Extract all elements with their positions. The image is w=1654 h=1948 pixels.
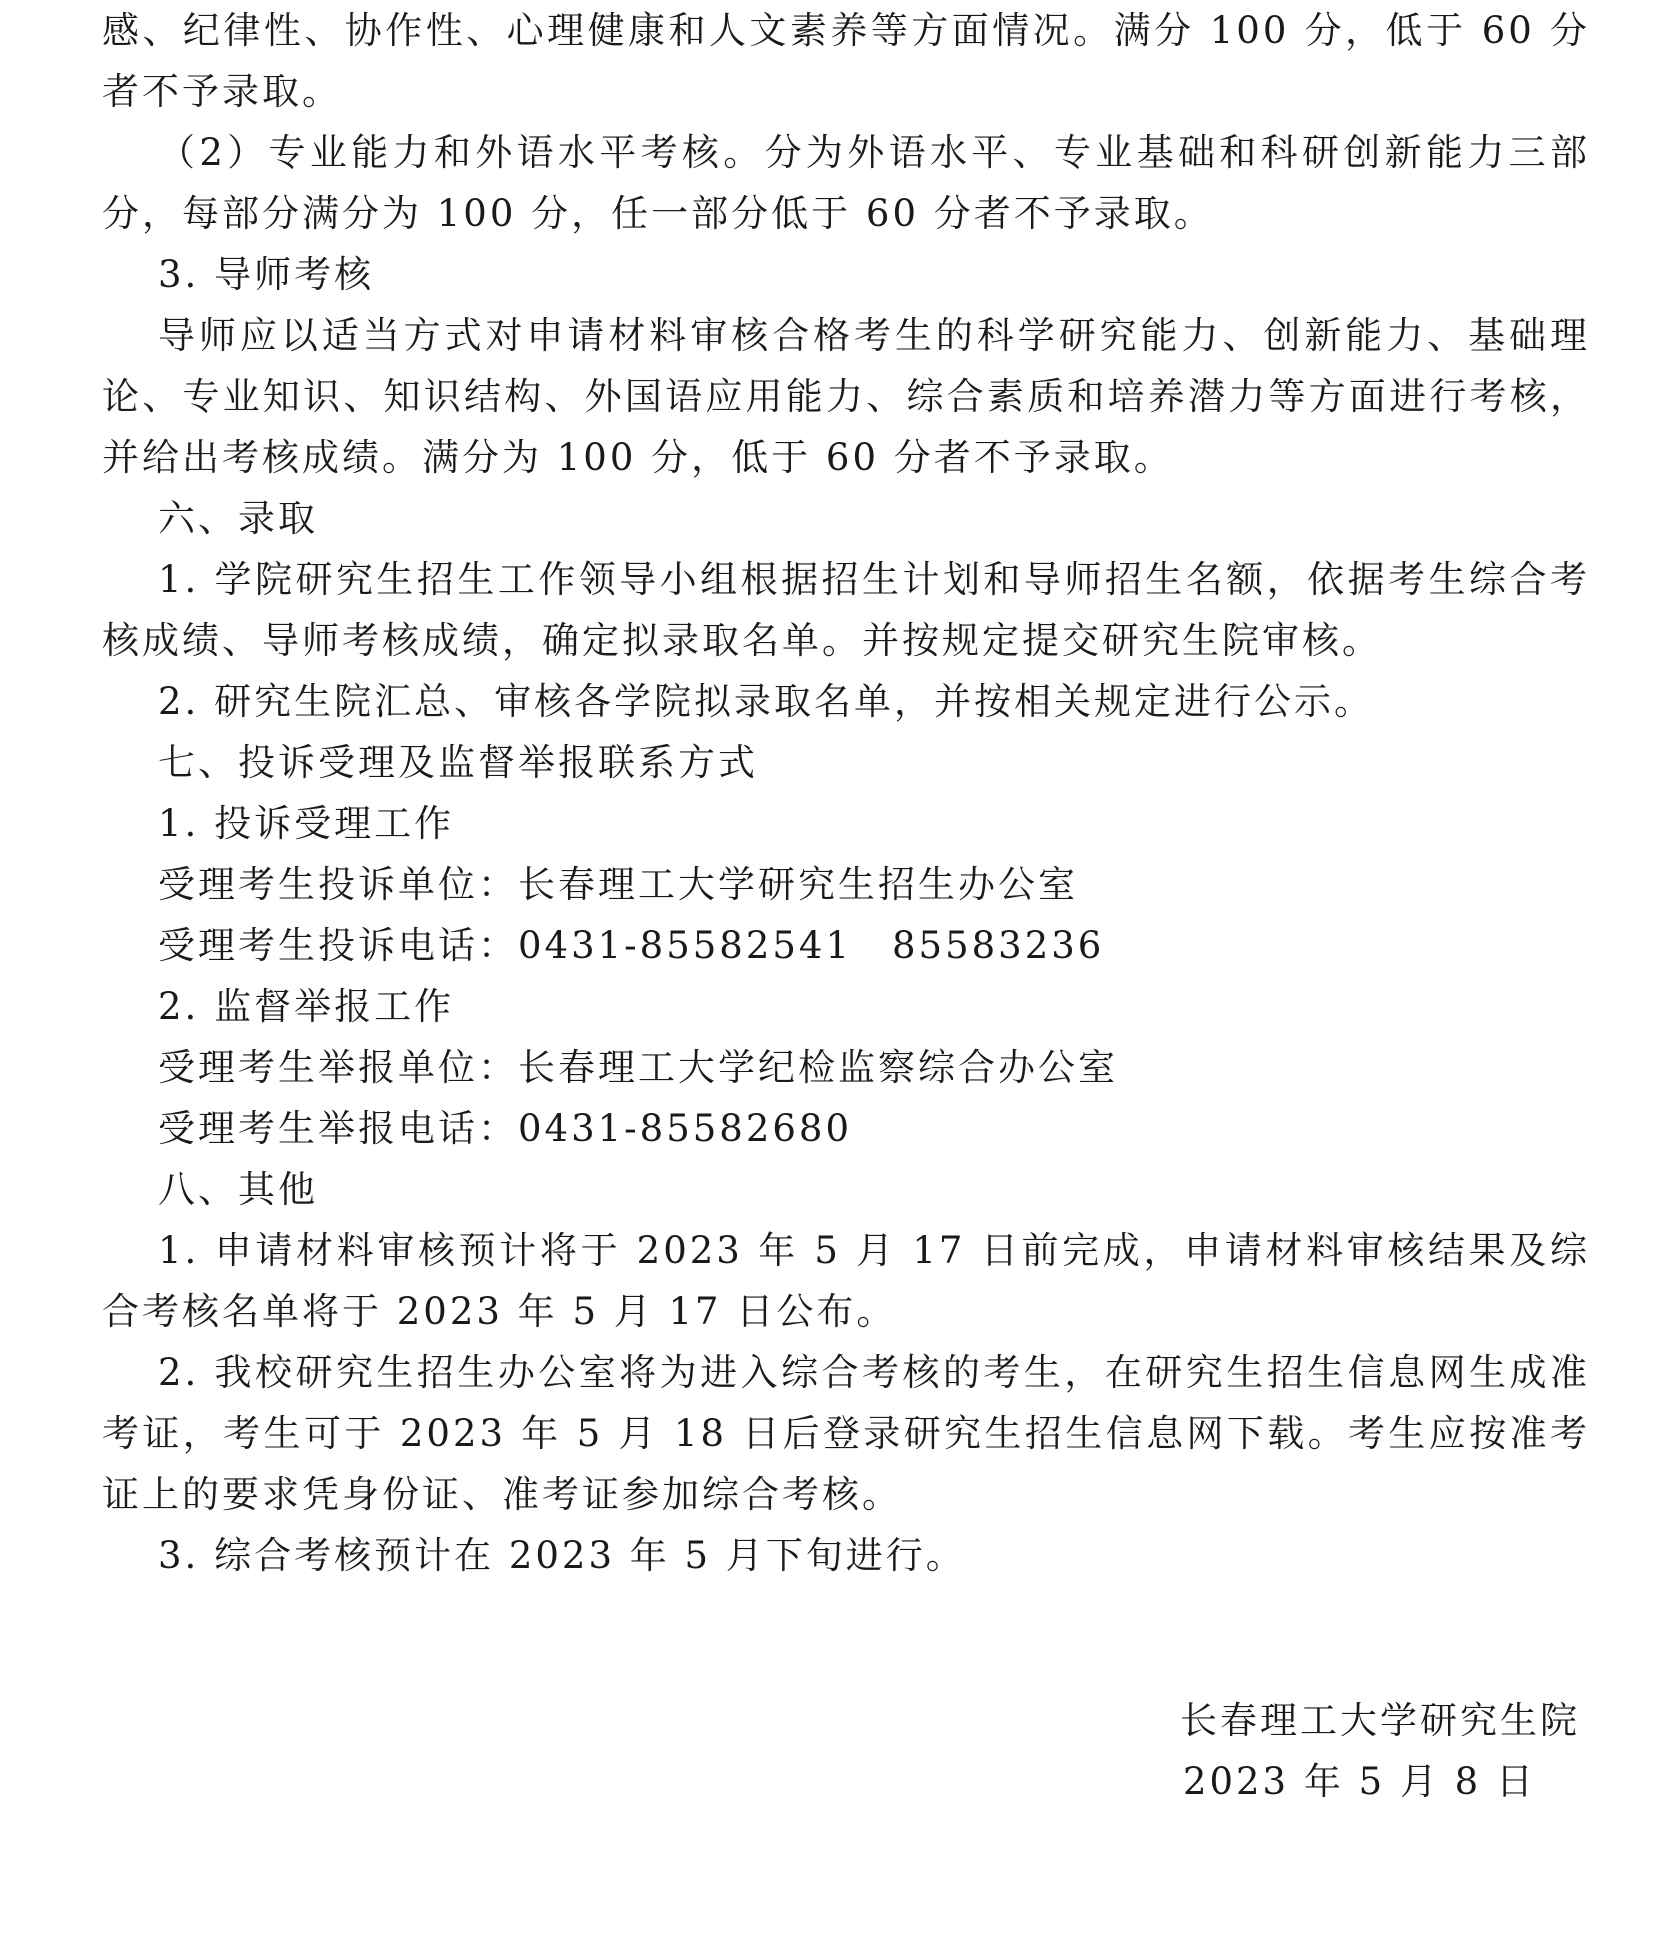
heading-supervision: 2. 监督举报工作 — [158, 985, 455, 1028]
signature-organization: 长春理工大学研究生院 — [1180, 1699, 1580, 1742]
heading-complaints: 七、投诉受理及监督举报联系方式 — [158, 741, 758, 784]
heading-advisor-assessment: 3. 导师考核 — [158, 253, 375, 296]
paragraph-other-1: 1. 申请材料审核预计将于 2023 年 5 月 17 日前完成，申请材料审核结果及综合考核名单将于 2023 年 5 月 17 日公布。 — [102, 1229, 1590, 1333]
paragraph-admission-2: 2. 研究生院汇总、审核各学院拟录取名单，并按相关规定进行公示。 — [158, 680, 1375, 723]
document-body — [102, 0, 1590, 1586]
report-unit: 受理考生举报单位：长春理工大学纪检监察综合办公室 — [158, 1046, 1118, 1089]
heading-complaint-handling: 1. 投诉受理工作 — [158, 802, 455, 845]
paragraph-admission-1: 1. 学院研究生招生工作领导小组根据招生计划和导师招生名额，依据考生综合考核成绩、导师考核成绩，确定拟录取名单。并按规定提交研究生院审核。 — [102, 558, 1590, 662]
paragraph-continuation: 感、纪律性、协作性、心理健康和人文素养等方面情况。满分 100 分，低于 60 分者不予录取。 — [102, 9, 1590, 113]
heading-other: 八、其他 — [158, 1168, 318, 1211]
complaint-unit: 受理考生投诉单位：长春理工大学研究生招生办公室 — [158, 863, 1078, 906]
complaint-phone: 受理考生投诉电话：0431-85582541 85583236 — [158, 924, 1105, 967]
paragraph-professional-assessment: （2）专业能力和外语水平考核。分为外语水平、专业基础和科研创新能力三部分，每部分满分为 100 分，任一部分低于 60 分者不予录取。 — [102, 131, 1590, 235]
signature-date: 2023 年 5 月 8 日 — [1182, 1760, 1536, 1803]
paragraph-other-3: 3. 综合考核预计在 2023 年 5 月下旬进行。 — [158, 1534, 966, 1577]
paragraph-other-2: 2. 我校研究生招生办公室将为进入综合考核的考生，在研究生招生信息网生成准考证，考生可于 2023 年 5 月 18 日后登录研究生招生信息网下载。考生应按准考证上的要求凭身份证、准考证参加综合考核。 — [102, 1351, 1590, 1516]
paragraph-advisor-assessment: 导师应以适当方式对申请材料审核合格考生的科学研究能力、创新能力、基础理论、专业知识、知识结构、外国语应用能力、综合素质和培养潜力等方面进行考核，并给出考核成绩。满分为 100 分，低于 60 分者不予录取。 — [102, 314, 1590, 479]
report-phone: 受理考生举报电话：0431-85582680 — [158, 1107, 852, 1150]
heading-admission: 六、录取 — [158, 497, 318, 540]
